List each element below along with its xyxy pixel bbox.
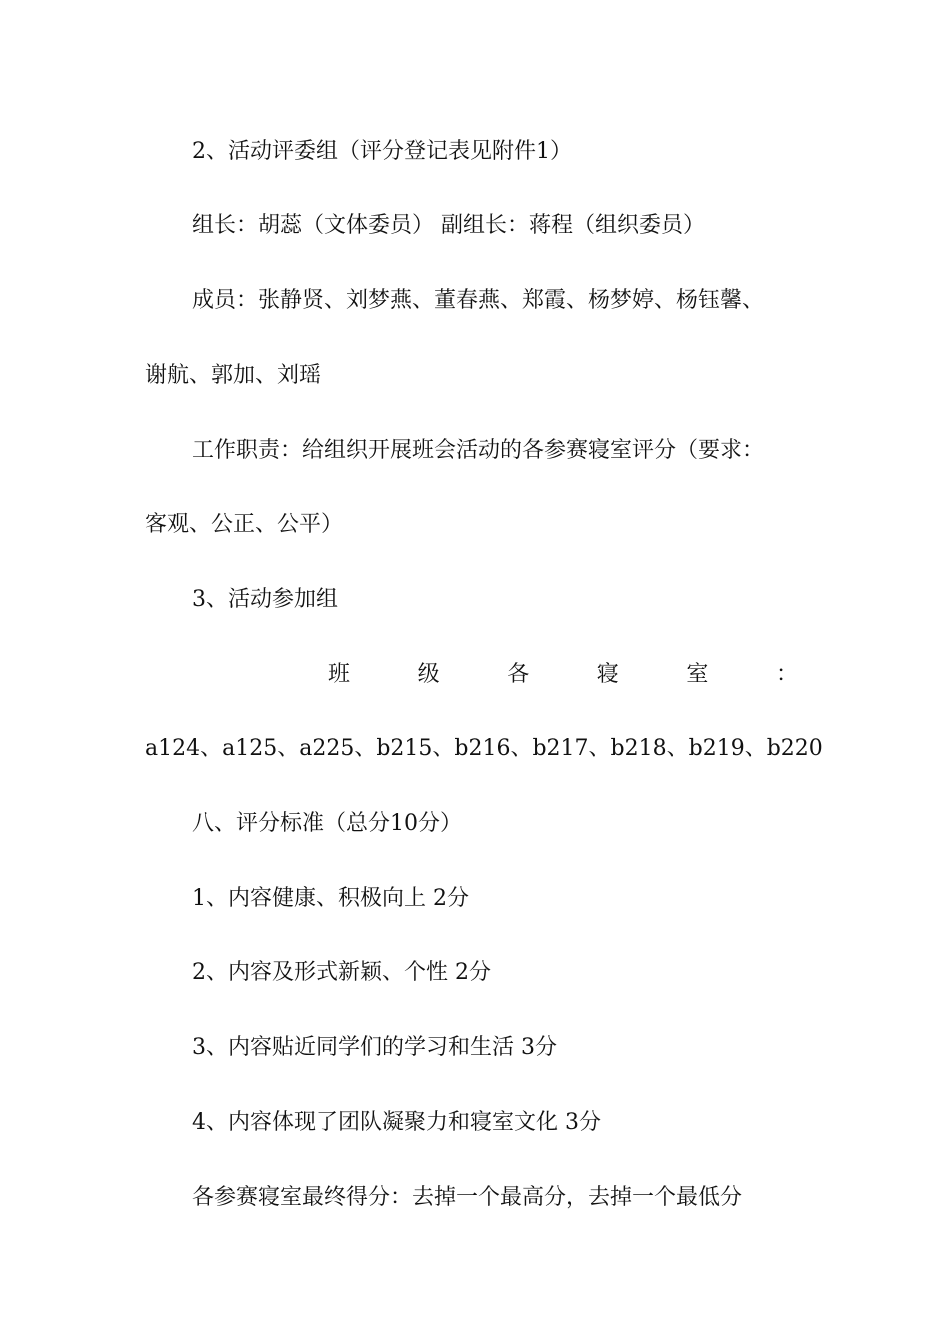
dorms-label-char: 班	[328, 662, 351, 687]
criterion-4: 4、内容体现了团队凝聚力和寝室文化 3分	[192, 1110, 601, 1135]
section-judges-heading: 2、活动评委组（评分登记表见附件1）	[192, 139, 572, 164]
criterion-3: 3、内容贴近同学们的学习和生活 3分	[192, 1035, 557, 1060]
dorms-label-char: 室	[686, 662, 709, 687]
dorms-label-line	[328, 660, 798, 690]
section-scoring-heading: 八、评分标准（总分10分）	[192, 811, 462, 836]
dorms-label-char: 各	[507, 662, 530, 687]
duties-line-1: 工作职责：给组织开展班会活动的各参赛寝室评分（要求：	[192, 438, 765, 463]
dorm-list: a124、a125、a225、b215、b216、b217、b218、b219、b220	[145, 736, 823, 761]
dorms-label-char: 级	[417, 662, 440, 687]
dorms-label-char: ：	[775, 662, 798, 687]
criterion-1: 1、内容健康、积极向上 2分	[192, 886, 469, 911]
leaders-line: 组长：胡蕊（文体委员） 副组长：蒋程（组织委员）	[192, 213, 705, 238]
criterion-2: 2、内容及形式新颖、个性 2分	[192, 960, 491, 985]
duties-line-2: 客观、公正、公平）	[145, 512, 344, 537]
final-score-rule: 各参赛寝室最终得分：去掉一个最高分，去掉一个最低分	[192, 1185, 743, 1210]
section-participants-heading: 3、活动参加组	[192, 587, 338, 612]
dorms-label-char: 寝	[596, 662, 619, 687]
members-line-2: 谢航、郭加、刘瑶	[145, 363, 322, 388]
members-line-1: 成员：张静贤、刘梦燕、董春燕、郑霞、杨梦婷、杨钰馨、	[192, 288, 765, 313]
